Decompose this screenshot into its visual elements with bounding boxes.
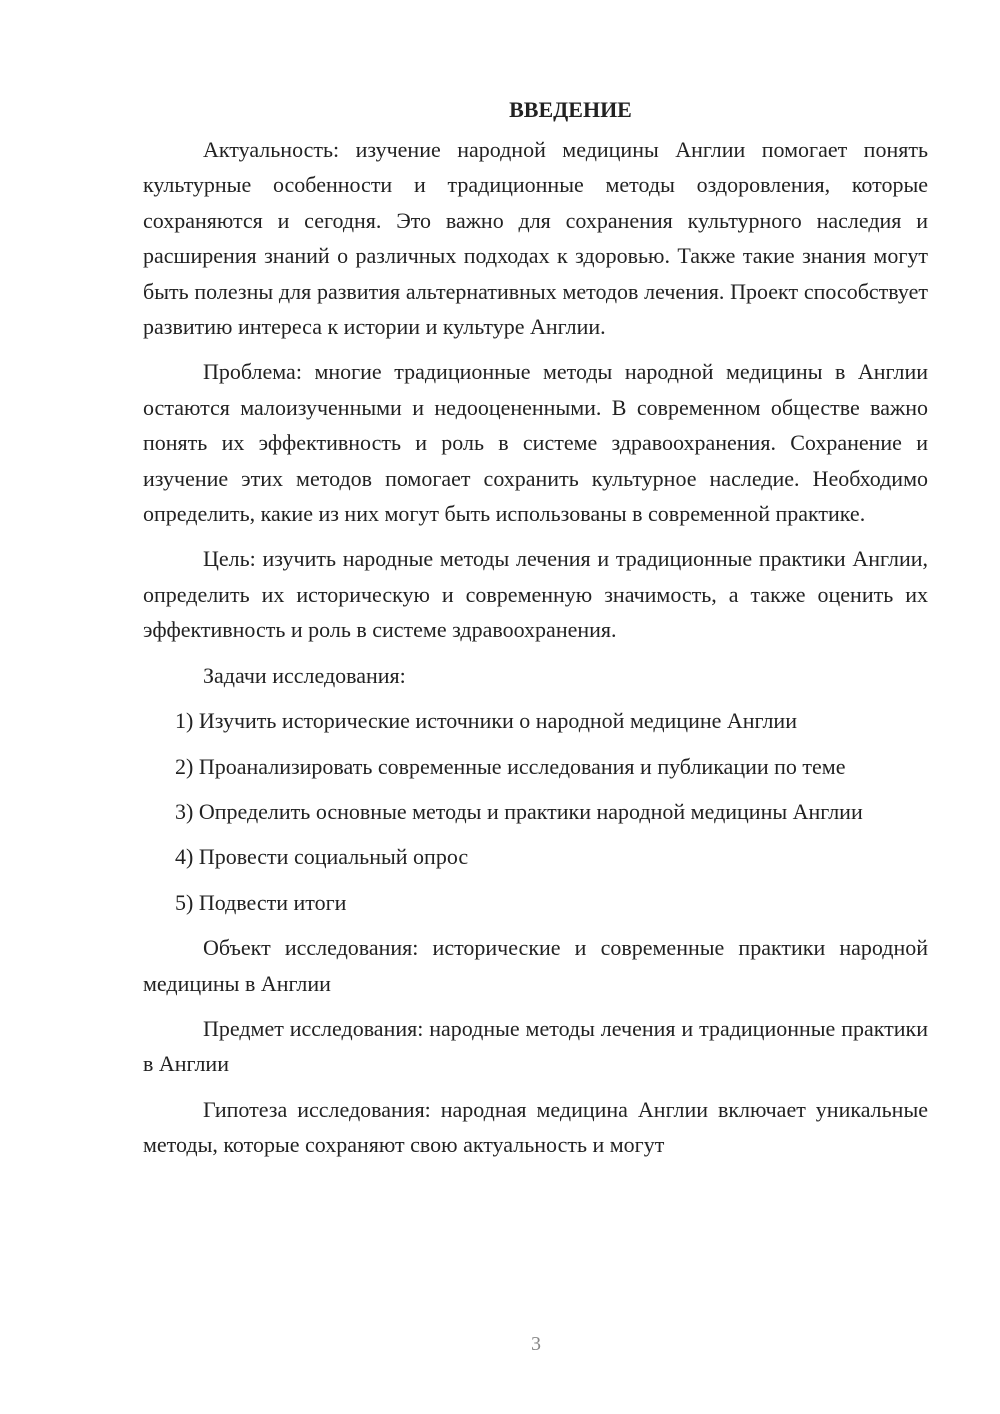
paragraph-subject: Предмет исследования: народные методы лечения и традиционные практики в Англии <box>143 1015 928 1077</box>
section-title: ВВЕДЕНИЕ <box>509 97 632 122</box>
task-item-5: 5) Подвести итоги <box>175 889 347 915</box>
task-item-3: 3) Определить основные методы и практики народной медицины Англии <box>175 798 863 824</box>
task-item-1: 1) Изучить исторические источники о народной медицине Англии <box>175 708 797 734</box>
paragraph-relevance: Актуальность: изучение народной медицины Англии помогает понять культурные особенности и традиционные методы оздоровления, которые сохраняются и сегодня. Это важно для сохранения культурного наследия и расширения знаний о различных подходах к здоровью. Также такие знания могут быть полезны для развития альтернативных методов лечения. Проект способствует развитию интереса к истории и культуре Англии. <box>143 137 928 340</box>
page-number: 3 <box>531 1333 541 1355</box>
task-item-4: 4) Провести социальный опрос <box>175 844 469 870</box>
paragraph-tasks-heading: Задачи исследования: <box>203 662 406 688</box>
paragraph-problem: Проблема: многие традиционные методы народной медицины в Англии остаются малоизученными и недооцененными. В современном обществе важно понять их эффективность и роль в системе здравоохранения. Сохранение и изучение этих методов помогает сохранить культурное наследие. Необходимо определить, какие из них могут быть использованы в современной практике. <box>143 359 928 527</box>
paragraph-hypothesis: Гипотеза исследования: народная медицина Англии включает уникальные методы, которые сохраняют свою актуальность и могут <box>143 1096 928 1158</box>
document-page <box>143 94 928 1173</box>
paragraph-object: Объект исследования: исторические и современные практики народной медицины в Англии <box>143 935 928 996</box>
task-item-2: 2) Проанализировать современные исследования и публикации по теме <box>175 753 846 779</box>
paragraph-goal: Цель: изучить народные методы лечения и традиционные практики Англии, определить их историческую и современную значимость, а также оценить их эффективность и роль в системе здравоохранения. <box>143 546 928 643</box>
